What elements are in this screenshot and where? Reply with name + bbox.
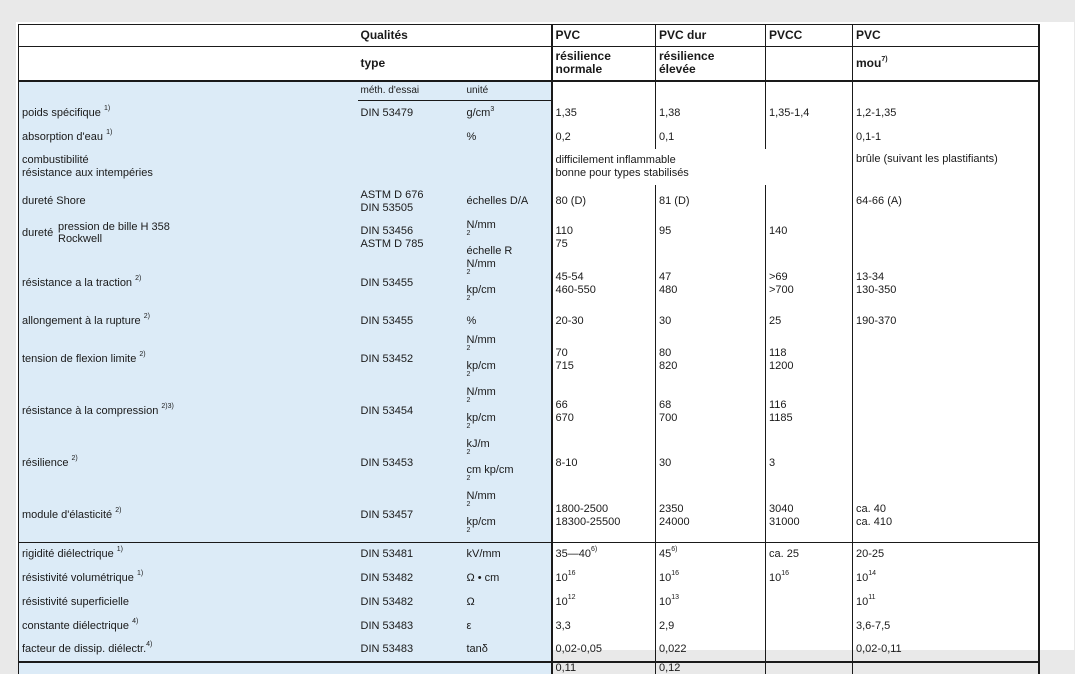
row-resistivite-superficielle	[19, 590, 1039, 614]
value-pvc-normale: 0,02-0,05	[552, 638, 656, 662]
value-pvc-dur: 0,12	[656, 662, 766, 674]
row-label: constante diélectrique $^{4)}$	[19, 614, 358, 638]
row-facteur-dissipation	[19, 638, 1039, 662]
row-label	[19, 219, 358, 258]
value-pvcc: 3	[766, 438, 853, 490]
header-col4-line2: mou	[856, 55, 882, 70]
row-label: résilience $^{2)}$	[19, 438, 358, 490]
row-method: DIN 53483	[358, 638, 464, 662]
cell-blank	[853, 81, 1039, 101]
value-pvc-dur: 95	[656, 219, 766, 258]
header-col3-name: PVCC	[766, 25, 853, 47]
row-poids-specifique	[19, 101, 1039, 127]
cell-blank	[552, 81, 656, 101]
value-pvc-dur: 0,1	[656, 127, 766, 149]
value-pvc-normale: 45-54 460-550	[552, 258, 656, 310]
row-label: résistance à la compression $^{2)3)}$	[19, 386, 358, 438]
row-label: combustibilité résistance aux intempéries	[19, 149, 358, 185]
row-method: DIN 53452	[358, 334, 464, 386]
value-pvcc	[766, 662, 853, 674]
row-label: poids spécifique $^{1)}$	[19, 101, 358, 127]
value-pvc-normale: 8-10	[552, 438, 656, 490]
header-blank-2	[19, 47, 358, 81]
row-resistivite-volumetrique	[19, 566, 1039, 590]
row-label: résistivité superficielle	[19, 590, 358, 614]
row-resilience	[19, 438, 1039, 490]
value-pvc-mou: 13-34 130-350	[853, 258, 1039, 310]
value-pvc-mou: ca. 40 ca. 410	[853, 490, 1039, 543]
row-combustibilite	[19, 149, 1039, 185]
value-pvc-mou: 0,1-1	[853, 127, 1039, 149]
value-pvc-dur: 2350 24000	[656, 490, 766, 543]
row-label: allongement à la rupture $^{2)}$	[19, 310, 358, 334]
header-row-2	[19, 47, 1039, 81]
value-pvc-mou	[853, 438, 1039, 490]
value-pvc-dur: 47 480	[656, 258, 766, 310]
header-row-3	[19, 81, 1039, 101]
value-pvc-dur: $10^{13}$	[656, 590, 766, 614]
row-label: résistivité volumétrique $^{1)}$	[19, 566, 358, 590]
value-pvc-mou: 20-25	[853, 542, 1039, 566]
value-pvc-mou	[853, 219, 1039, 258]
row-unit: N/mm $^2$ échelle R	[464, 219, 552, 258]
row-traction	[19, 258, 1039, 310]
row-method: DIN 53455	[358, 310, 464, 334]
value-pvc-normale: 35—40$^{6)}$	[552, 542, 656, 566]
header-col1-line3: normale	[555, 62, 603, 77]
durete-sub-rockwell: Rockwell	[58, 232, 103, 245]
row-label: absorption d'eau $^{1)}$	[19, 127, 358, 149]
row-method: DIN 53454	[358, 386, 464, 438]
row-unit: N/mm $^2$ kp/cm $^2$	[464, 334, 552, 386]
label-col-blank	[19, 81, 358, 101]
row-unit: N/mm $^2$ kp/cm $^2$	[464, 490, 552, 543]
value-pvc-dur: 30	[656, 438, 766, 490]
value-pvc-normale: 1,35	[552, 101, 656, 127]
row-method	[358, 662, 464, 674]
row-method: DIN 53483	[358, 614, 464, 638]
header-col1-line2: résilience	[555, 49, 611, 64]
value-pvc-normale: 110 75	[552, 219, 656, 258]
row-method: DIN 53455	[358, 258, 464, 310]
value-pvc-mou	[853, 334, 1039, 386]
value-pvc-mou: 0,02-0,11	[853, 638, 1039, 662]
cell-blank	[766, 81, 853, 101]
header-row-1	[19, 25, 1039, 47]
row-label: facteur de dissip. diélectr.$^{4)}$	[19, 638, 358, 662]
value-pvc-mou: 3,6-7,5	[853, 614, 1039, 638]
row-label: résistance a la traction $^{2)}$	[19, 258, 358, 310]
header-col3-sub	[766, 47, 853, 81]
value-pvcc: 1,35-1,4	[766, 101, 853, 127]
row-method: DIN 53456 ASTM D 785	[358, 219, 464, 258]
row-module-elasticite	[19, 490, 1039, 543]
row-compression	[19, 386, 1039, 438]
value-pvc-normale: 3,3	[552, 614, 656, 638]
value-pvc-normale: 70 715	[552, 334, 656, 386]
row-absorption	[19, 127, 1039, 149]
row-label: tension de flexion limite $^{2)}$	[19, 334, 358, 386]
row-rigidite	[19, 542, 1039, 566]
value-pvcc: >69 >700	[766, 258, 853, 310]
value-pvc-mou: brûle (suivant les plastifiants)	[853, 149, 1039, 185]
value-pvc-mou: $10^{11}$	[853, 590, 1039, 614]
row-unit: N/mm $^2$ kp/cm $^2$	[464, 258, 552, 310]
value-pvc-mou: 1,2-1,35	[853, 101, 1039, 127]
value-pvc-mou: 190-370	[853, 310, 1039, 334]
value-pvcc	[766, 614, 853, 638]
value-combustibilite-shared: difficilement inflammable bonne pour types stabilisés	[552, 149, 766, 185]
row-method	[358, 127, 464, 149]
row-flexion	[19, 334, 1039, 386]
value-pvcc	[766, 127, 853, 149]
row-unit: N/mm $^2$ kp/cm $^2$	[464, 386, 552, 438]
value-pvc-dur: 2,9	[656, 614, 766, 638]
header-qualites: Qualités	[358, 25, 552, 47]
row-unit	[464, 149, 552, 185]
row-unit: ε	[464, 614, 552, 638]
value-pvc-normale: 20-30	[552, 310, 656, 334]
value-pvcc: 140	[766, 219, 853, 258]
row-label	[19, 662, 358, 674]
value-pvc-normale: 66 670	[552, 386, 656, 438]
value-pvc-normale: 1800-2500 18300-25500	[552, 490, 656, 543]
durete-label: dureté	[22, 226, 54, 239]
value-pvc-mou	[853, 662, 1039, 674]
value-pvc-dur: 81 (D)	[656, 185, 766, 219]
header-col4-sub	[853, 47, 1039, 81]
row-method: DIN 53481	[358, 542, 464, 566]
row-unit: %	[464, 310, 552, 334]
header-type: type	[358, 47, 552, 81]
header-methode: méth. d'essai	[358, 81, 464, 101]
value-pvc-mou	[853, 386, 1039, 438]
value-pvcc: 118 1200	[766, 334, 853, 386]
row-method: DIN 53457	[358, 490, 464, 543]
value-pvcc	[766, 590, 853, 614]
row-method: DIN 53479	[358, 101, 464, 127]
row-durete	[19, 219, 1039, 258]
row-allongement	[19, 310, 1039, 334]
datasheet-page	[16, 22, 1074, 674]
value-pvc-dur: 80 820	[656, 334, 766, 386]
row-label: module d'élasticité $^{2)}$	[19, 490, 358, 543]
value-pvc-dur: 45$^{6)}$	[656, 542, 766, 566]
header-unite: unité	[464, 81, 552, 101]
row-unit: échelles D/A	[464, 185, 552, 219]
row-unit: Ω	[464, 590, 552, 614]
row-method: DIN 53453	[358, 438, 464, 490]
row-method: DIN 53482	[358, 566, 464, 590]
value-pvcc: 3040 31000	[766, 490, 853, 543]
value-pvc-dur: 30	[656, 310, 766, 334]
value-pvc-dur: 1,38	[656, 101, 766, 127]
row-unit: %	[464, 127, 552, 149]
value-pvcc: ca. 25	[766, 542, 853, 566]
row-unit: $g/cm^3$	[464, 101, 552, 127]
value-pvcc	[766, 638, 853, 662]
header-col2-name: PVC dur	[656, 25, 766, 47]
header-col4-name: PVC	[853, 25, 1039, 47]
row-label: rigidité diélectrique $^{1)}$	[19, 542, 358, 566]
row-unit	[464, 662, 552, 674]
row-constante-dielectrique	[19, 614, 1039, 638]
properties-table	[18, 24, 1040, 674]
row-cut-off	[19, 662, 1039, 674]
header-blank	[19, 25, 358, 47]
row-durete-shore	[19, 185, 1039, 219]
value-pvc-normale: 0,11	[552, 662, 656, 674]
header-col1-name: PVC	[552, 25, 656, 47]
cell-blank	[656, 81, 766, 101]
row-method	[358, 149, 464, 185]
value-pvc-normale: 80 (D)	[552, 185, 656, 219]
row-method: ASTM D 676 DIN 53505	[358, 185, 464, 219]
header-col2-sub	[656, 47, 766, 81]
row-method: DIN 53482	[358, 590, 464, 614]
value-pvcc: 25	[766, 310, 853, 334]
value-pvc-mou: 64-66 (A)	[853, 185, 1039, 219]
row-label: dureté Shore	[19, 185, 358, 219]
durete-sub-pression: pression de bille H 358	[58, 220, 170, 233]
value-pvc-dur: $10^{16}$	[656, 566, 766, 590]
value-pvc-dur: 0,022	[656, 638, 766, 662]
row-unit: kJ/m $^2$ cm kp/cm $^2$	[464, 438, 552, 490]
value-pvc-normale: $10^{12}$	[552, 590, 656, 614]
value-pvcc	[766, 149, 853, 185]
row-unit: kV/mm	[464, 542, 552, 566]
value-pvc-mou: $10^{14}$	[853, 566, 1039, 590]
header-col1-sub	[552, 47, 656, 81]
row-unit: Ω • cm	[464, 566, 552, 590]
value-pvc-normale: 0,2	[552, 127, 656, 149]
header-col2-line3: élevée	[659, 62, 696, 77]
header-col2-line2: résilience	[659, 49, 715, 64]
value-pvcc: $10^{16}$	[766, 566, 853, 590]
row-unit: tanδ	[464, 638, 552, 662]
header-col4-sup: 7)	[881, 55, 888, 63]
value-pvc-dur: 68 700	[656, 386, 766, 438]
value-pvcc	[766, 185, 853, 219]
value-pvcc: 116 1185	[766, 386, 853, 438]
value-pvc-normale: $10^{16}$	[552, 566, 656, 590]
